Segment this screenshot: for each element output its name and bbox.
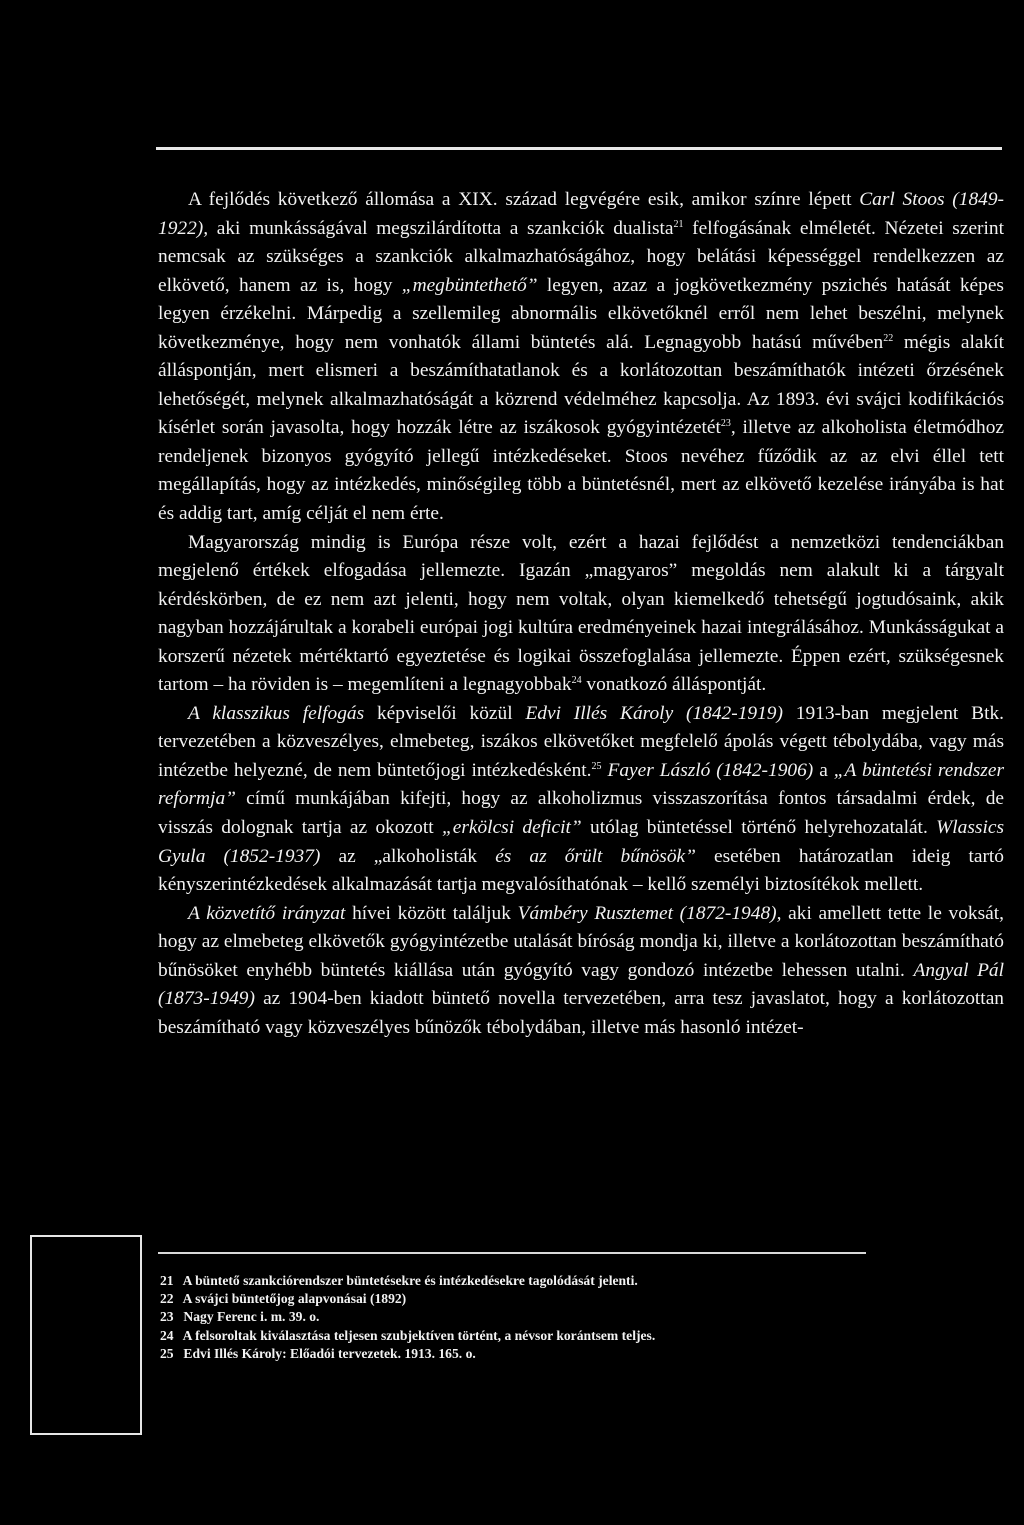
body-text: [158, 186, 1004, 1042]
paragraph: [158, 900, 1004, 1043]
text-run: aki amellett tette le voksát, hogy az elmebeteg elkövetők gyógyintézetbe utalását bíróság mondja ki, illetve a korlátozottan beszámítható bűnösöket enyhébb büntetés kiállása után gyógyító vagy gondozó intézetbe lehessen utalni.: [158, 902, 1004, 981]
text-run: a: [813, 759, 834, 781]
footnote: [160, 1327, 860, 1345]
italic-run: „A büntetési rendszer reformja”: [158, 759, 1004, 810]
text-run: képviselői közül: [364, 702, 526, 724]
text-run: utólag büntetéssel történő helyrehozatalát.: [581, 817, 937, 839]
text-run: című munkájában kifejti, hogy az alkoholizmus visszaszorítása fontos társadalmi érdek, de visszás dolognak tartja az okozott: [158, 788, 1004, 839]
footnote-text: A felsoroltak kiválasztása teljesen szubjektíven történt, a névsor korántsem teljes.: [182, 1327, 656, 1343]
paragraph: [158, 186, 1004, 529]
text-run: hívei között találjuk: [345, 902, 518, 924]
italic-run: Angyal Pál (1873-1949): [158, 959, 1005, 1010]
italic-run: Vámbéry Rusztemet (1872-1948),: [517, 902, 782, 924]
footnote-text: Edvi Illés Károly: Előadói tervezetek. 1913. 165. o.: [183, 1345, 476, 1361]
italic-run: Carl Stoos (1849-1922),: [158, 189, 1004, 239]
paragraph: [158, 700, 1004, 900]
footnote-text: A büntető szankciórendszer büntetésekre és intézkedésekre tagolódását jelenti.: [182, 1273, 638, 1288]
footnote: [160, 1345, 860, 1363]
text-run: 1913-ban megjelent Btk. tervezetében a közveszélyes, elmebeteg, iszákos elkövetőket megfelelő ápolás végett tébolydába, vagy más intézetbe helyezné, de nem büntetőjogi intézkedésként.: [158, 702, 1005, 781]
text-run: vonatkozó álláspontját.: [581, 674, 767, 696]
italic-run: és az őrült bűnösök”: [495, 845, 696, 867]
margin-box: [30, 1235, 142, 1435]
footnote-ref: 24: [571, 675, 582, 687]
text-run: Magyarország mindig is Európa része volt, ezért a hazai fejlődést a nemzetközi tendenciákban megjelenő értékek elfogadása jellemezte. Igazán „magyaros” megoldás nem alakult ki a tárgyalt kérdéskörben, de ez nem azt jelenti, hogy nem voltak, olyan kiemelkedő tehetségű jogtudósaink, akik nagyban hozzájárultak a korabeli európai jogi kultúra eredményeinek hazai integrálásához. Munkásságukat a korszerű nézetek mértéktartó egyeztetése és logikai összefoglalása jellemezte. Éppen ezért, szükségesnek tartom – ha röviden is – megemlíteni a legnagyobbak: [158, 531, 1004, 696]
footnote-text: Nagy Ferenc i. m. 39. o.: [183, 1309, 320, 1325]
footnote-number: 25: [160, 1345, 174, 1361]
footnote-number: 22: [160, 1291, 174, 1307]
footnote-number: 23: [160, 1309, 174, 1325]
footnote-ref: 23: [720, 418, 731, 430]
italic-run: „erkölcsi deficit”: [441, 817, 582, 839]
footnote-rule: [158, 1252, 866, 1254]
header-rule: [156, 147, 1002, 150]
footnote-number: 21: [160, 1273, 174, 1288]
italic-run: Fayer László (1842-1906): [607, 759, 814, 781]
footnotes: [160, 1272, 860, 1363]
italic-run: Wlassics Gyula (1852-1937): [158, 817, 1004, 867]
text-run: az 1904-ben kiadott büntető novella tervezetében, arra tesz javaslatot, hogy a korlátozottan beszámítható vagy közveszélyes bűnözők tébolydában, illetve más hasonló intézet-: [158, 988, 1004, 1038]
footnote-ref: 25: [591, 760, 602, 772]
text-run: az „alkoholisták: [320, 845, 496, 867]
footnote-number: 24: [160, 1327, 174, 1343]
italic-run: A közvetítő irányzat: [188, 902, 346, 924]
footnote: [160, 1272, 860, 1290]
text-run: esetében határozatlan ideig tartó kényszerintézkedések alkalmazását tartja megvalósíthatónak – kellő személyi biztosítékok mellett.: [158, 845, 1005, 896]
footnote-text: A svájci büntetőjog alapvonásai (1892): [182, 1291, 407, 1307]
text-run: A fejlődés következő állomása a XIX. század legvégére esik, amikor színre lépett: [188, 189, 860, 210]
text-run: legyen, azaz a jogkövetkezmény pszichés hatását képes legyen érzékelni. Márpedig a szellemileg abnormális elkövetőknél erről nem lehet beszélni, melynek következménye, hogy nem vonhatók állami büntetés alá. Legnagyobb hatású művében: [158, 274, 1004, 353]
text-run: mégis alakít álláspontján, mert elismeri a beszámíthatatlanok és a korlátozottan beszámíthatók intézeti őrzésének lehetőségét, melynek alkalmazhatóságát a közrend védelméhez kapcsolja. Az 1893. évi svájci kodifikációs kísérlet során javasolta, hogy hozzák létre az iszákosok gyógyintézetét: [158, 331, 1005, 439]
italic-run: Edvi Illés Károly (1842-1919): [525, 702, 783, 724]
paragraph: [158, 529, 1004, 700]
footnote-ref: 21: [673, 218, 684, 230]
footnote-ref: 22: [883, 332, 894, 344]
footnote: [160, 1290, 860, 1308]
footnote: [160, 1308, 860, 1326]
italic-run: A klasszikus felfogás: [188, 702, 365, 724]
italic-run: „megbüntethető”: [401, 274, 538, 296]
text-run: , illetve az alkoholista életmódhoz rendeljenek bizonyos gyógyító jellegű intézkedéseket. Stoos nevéhez fűződik az az elvi éllel tett megállapítás, hogy az intézkedés, minőségileg több a büntetésnél, mert az elkövető kezelése irányába is hat és addig tart, amíg célját el nem érte.: [158, 417, 1004, 525]
text-run: aki munkásságával megszilárdította a szankciók dualista: [208, 217, 674, 239]
text-run: felfogásának elméletét. Nézetei szerint nemcsak az szükséges a szankciók alkalmazhatóságához, hogy belátási képességgel rendelkezzen az elkövető, hanem az is, hogy: [158, 217, 1004, 296]
